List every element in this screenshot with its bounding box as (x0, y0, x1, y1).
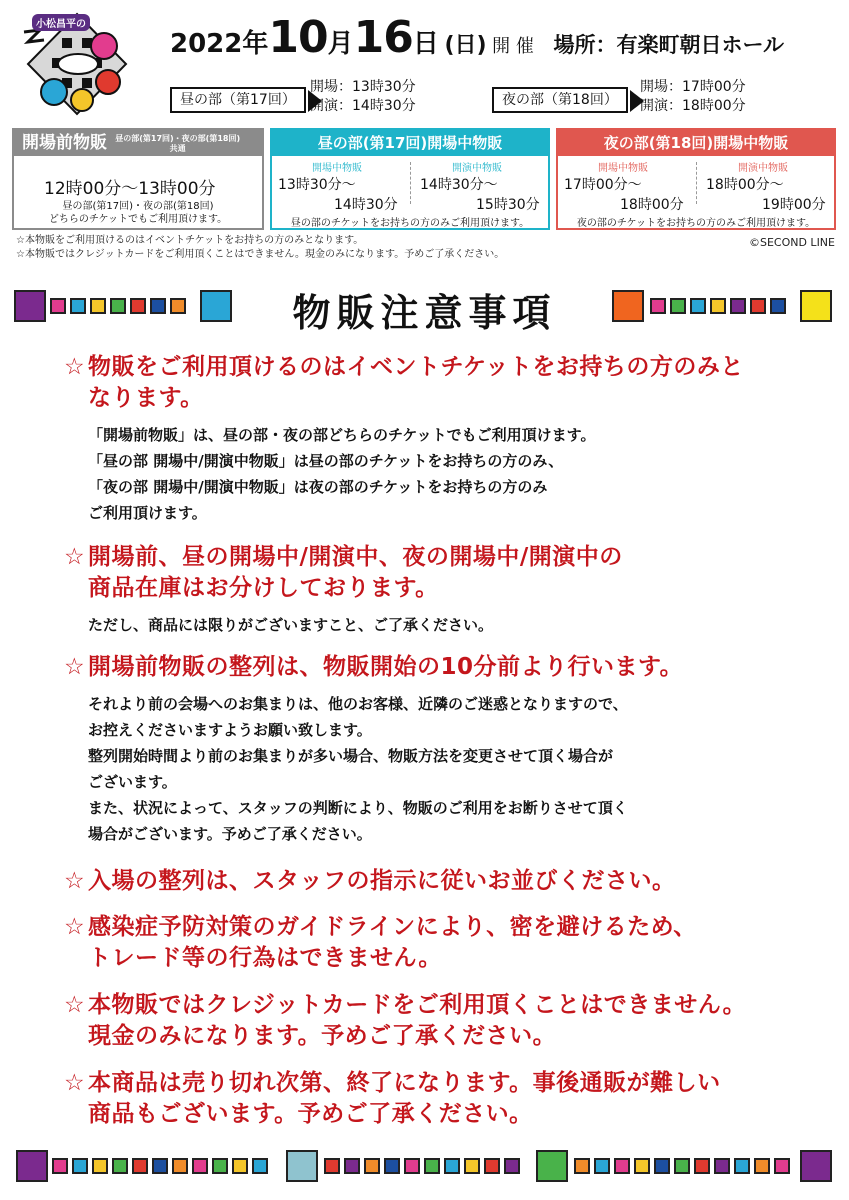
pre-sales-header (14, 130, 262, 156)
notice-credit (64, 990, 804, 1052)
event-venue: 場所：有楽町朝日ホール (553, 33, 785, 57)
deco-square (324, 1158, 340, 1174)
night-col1-from: 17時00分～ (564, 177, 642, 193)
deco-square (694, 1158, 710, 1174)
deco-square (92, 1158, 108, 1174)
day-divider (410, 162, 411, 204)
night-part-times (640, 78, 746, 116)
notice-body (88, 691, 804, 847)
pre-sales-time: 12時00分～13時00分 (44, 179, 216, 199)
day-col2-label: 開演中物販 (452, 163, 502, 174)
notice-heading (64, 352, 804, 414)
deco-square (754, 1158, 770, 1174)
deco-square (132, 1158, 148, 1174)
day-col2-to: 15時30分 (476, 197, 540, 213)
pre-sales-note-line2: どちらのチケットでもご利用頂けます。 (48, 214, 228, 225)
deco-square (192, 1158, 208, 1174)
notice-body-line: ご利用頂けます。 (88, 504, 207, 522)
night-sales-box (556, 128, 836, 230)
notice-heading-line2: 商品もございます。予めご了承ください。 (88, 1101, 533, 1127)
deco-square (212, 1158, 228, 1174)
star-icon: ☆ (64, 914, 86, 940)
notice-heading-line1: 本商品は売り切れ次第、終了になります。事後通販が難しい (88, 1070, 721, 1096)
deco-square (72, 1158, 88, 1174)
event-date (170, 12, 784, 63)
notice-body-line: 場合がございます。予めご了承ください。 (88, 825, 372, 843)
notice-infection (64, 912, 804, 974)
night-divider (696, 162, 697, 204)
day-col1-from: 13時30分～ (278, 177, 356, 193)
deco-square (464, 1158, 480, 1174)
deco-square (232, 1158, 248, 1174)
deco-square (286, 1150, 318, 1182)
notice-heading-line2: トレード等の行為はできません。 (88, 945, 442, 971)
notice-body-line: それより前の会場へのお集まりは、他のお客様、近隣のご迷惑となりますので、 (88, 695, 628, 713)
notice-heading-line1: 感染症予防対策のガイドラインにより、密を避けるため、 (88, 914, 697, 940)
deco-square (504, 1158, 520, 1174)
deco-square (484, 1158, 500, 1174)
notice-sold-out (64, 1068, 804, 1130)
pre-sales-subtitle (115, 134, 240, 154)
star-icon: ☆ (64, 654, 86, 680)
deco-square (774, 1158, 790, 1174)
night-part-label: 夜の部（第18回） (492, 87, 628, 113)
day-start-time: 開演：14時30分 (310, 98, 416, 114)
notice-body-line: 「昼の部 開場中/開演中物販」は昼の部のチケットをお持ちの方のみ、 (88, 452, 564, 470)
deco-square (152, 1158, 168, 1174)
notice-heading-line1: 物販をご利用頂けるのはイベントチケットをお持ちの方のみと (88, 354, 744, 380)
notice-heading-line1: 開場前、昼の開場中/開演中、夜の開場中/開演中の (88, 544, 623, 570)
deco-square (444, 1158, 460, 1174)
star-icon: ☆ (64, 868, 86, 894)
day-part-label: 昼の部（第17回） (170, 87, 306, 113)
pre-sales-box (12, 128, 264, 230)
small-note-credit: ☆本物販ではクレジットカードをご利用頂くことはできません。現金のみになります。予めご了承ください。 (16, 249, 505, 260)
notice-body-line: また、状況によって、スタッフの判断により、物販のご利用をお断りさせて頂く (88, 799, 628, 817)
deco-square (112, 1158, 128, 1174)
star-icon: ☆ (64, 992, 86, 1018)
pre-sales-note (20, 200, 256, 226)
deco-square (594, 1158, 610, 1174)
deco-square (800, 1150, 832, 1182)
day-sales-title: 昼の部(第17回)開場中物販 (272, 130, 548, 156)
pre-sales-note-line1: 昼の部(第17回)・夜の部(第18回) (62, 201, 214, 212)
pre-sales-subtitle-line1: 昼の部(第17回)・夜の部(第18回) (115, 133, 241, 143)
notice-stock (64, 542, 804, 638)
deco-square (674, 1158, 690, 1174)
bottom-decoration (0, 1146, 849, 1186)
notice-body (88, 612, 804, 638)
notice-heading (64, 542, 804, 604)
deco-square (614, 1158, 630, 1174)
deco-square (634, 1158, 650, 1174)
event-logo (22, 8, 132, 120)
notice-heading-line2: なります。 (88, 385, 204, 411)
day-col1-to: 14時30分 (334, 197, 398, 213)
night-start-time: 開演：18時00分 (640, 98, 746, 114)
deco-square (384, 1158, 400, 1174)
deco-square (734, 1158, 750, 1174)
day-part-times (310, 78, 416, 116)
star-icon: ☆ (64, 354, 86, 380)
night-col2-from: 18時00分～ (706, 177, 784, 193)
page-title: 物販注意事項 (292, 291, 557, 335)
deco-square (536, 1150, 568, 1182)
notice-heading-line2: 商品在庫はお分けしております。 (88, 575, 439, 601)
day-open-time: 開場：13時30分 (310, 79, 416, 95)
notice-body-line: 整列開始時間より前のお集まりが多い場合、物販方法を変更させて頂く場合が (88, 747, 614, 765)
logo-title: 小松昌平の (32, 14, 90, 31)
pre-sales-subtitle-line2: 共通 (169, 143, 186, 153)
notice-heading (64, 912, 804, 974)
event-day: 16 (353, 12, 413, 63)
deco-square (424, 1158, 440, 1174)
night-col1-label: 開場中物販 (598, 163, 648, 174)
notice-entry (64, 866, 804, 897)
notice-heading (64, 866, 804, 897)
notice-queue (64, 652, 804, 847)
night-sales-title: 夜の部(第18回)開場中物販 (558, 130, 834, 156)
day-col1-label: 開場中物販 (312, 163, 362, 174)
day-sales-note: 昼の部のチケットをお持ちの方のみご利用頂けます。 (290, 218, 530, 229)
deco-square (16, 1150, 48, 1182)
notice-body-line: 「夜の部 開場中/開演中物販」は夜の部のチケットをお持ちの方のみ (88, 478, 548, 496)
notice-heading-line1: 開場前物販の整列は、物販開始の10分前より行います。 (88, 654, 684, 680)
pre-sales-title: 開場前物販 (22, 133, 107, 153)
event-month: 10 (268, 12, 328, 63)
notice-ticket-holders (64, 352, 804, 526)
small-note-ticket: ☆本物販をご利用頂けるのはイベントチケットをお持ちの方のみとなります。 (16, 235, 364, 246)
notice-heading-line1: 入場の整列は、スタッフの指示に従いお並びください。 (88, 868, 676, 894)
notice-heading (64, 1068, 804, 1130)
star-icon: ☆ (64, 544, 86, 570)
notice-body-line: ございます。 (88, 773, 177, 791)
small-notes (16, 234, 504, 262)
notice-body (88, 422, 804, 526)
notice-heading-line2: 現金のみになります。予めご了承ください。 (88, 1023, 557, 1049)
notice-body-line: ただし、商品には限りがございますこと、ご了承ください。 (88, 616, 494, 634)
night-col2-to: 19時00分 (762, 197, 826, 213)
day-sales-box (270, 128, 550, 230)
deco-square (364, 1158, 380, 1174)
deco-square (344, 1158, 360, 1174)
event-weekday: (日) (444, 33, 487, 58)
star-icon: ☆ (64, 1070, 86, 1096)
notice-heading-line1: 本物販ではクレジットカードをご利用頂くことはできません。 (88, 992, 747, 1018)
deco-square (654, 1158, 670, 1174)
deco-square (52, 1158, 68, 1174)
deco-square (404, 1158, 420, 1174)
event-year: 2022年 (170, 29, 269, 59)
notice-heading (64, 990, 804, 1052)
night-open-time: 開場：17時00分 (640, 79, 746, 95)
notice-body-line: お控えくださいますようお願い致します。 (88, 721, 372, 739)
deco-square (574, 1158, 590, 1174)
day-unit: 日 (412, 29, 439, 59)
month-unit: 月 (327, 29, 354, 59)
day-col2-from: 14時30分～ (420, 177, 498, 193)
event-held: 開 催 (492, 36, 534, 57)
night-col2-label: 開演中物販 (738, 163, 788, 174)
copyright: ©SECOND LINE (748, 236, 835, 249)
night-col1-to: 18時00分 (620, 197, 684, 213)
deco-square (714, 1158, 730, 1174)
notice-heading (64, 652, 804, 683)
deco-square (172, 1158, 188, 1174)
night-sales-note: 夜の部のチケットをお持ちの方のみご利用頂けます。 (576, 218, 816, 229)
notice-body-line: 「開場前物販」は、昼の部・夜の部どちらのチケットでもご利用頂けます。 (88, 426, 596, 444)
deco-square (252, 1158, 268, 1174)
